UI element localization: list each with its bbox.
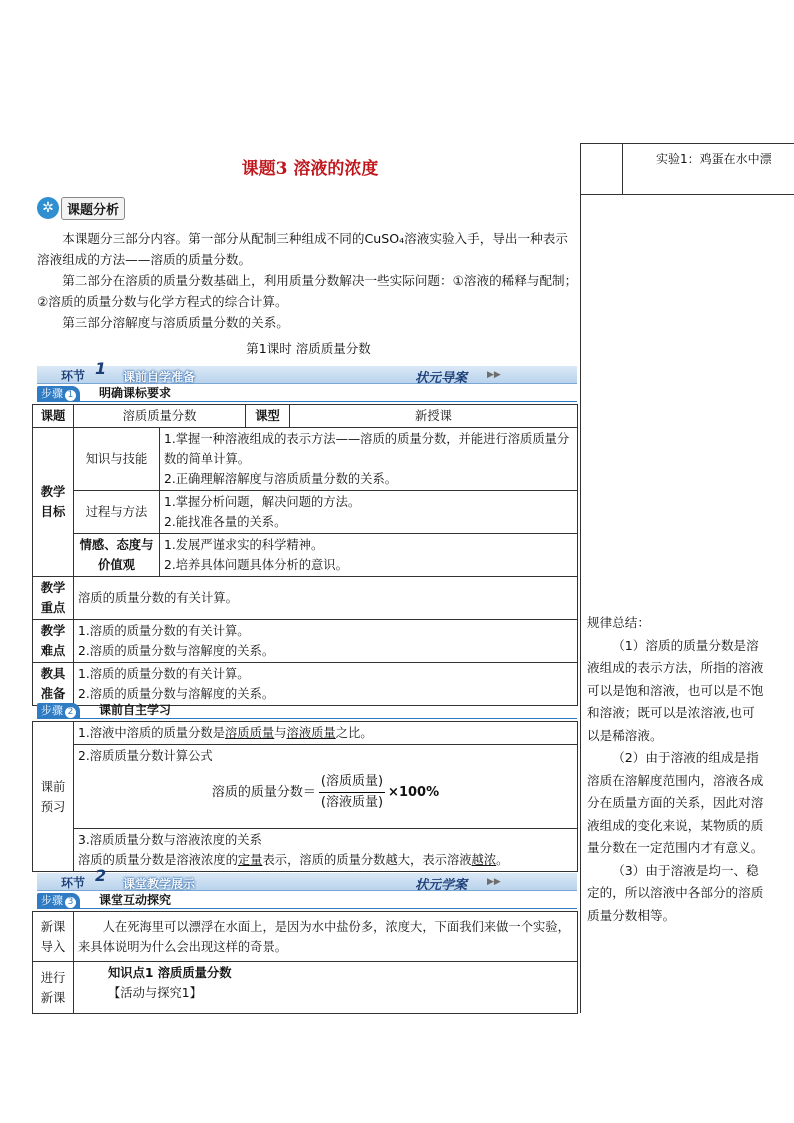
knowledge-point: 知识点1 溶质质量分数 (108, 966, 232, 980)
lesson-title: 第1课时 溶质质量分数 (246, 341, 371, 356)
formula: 溶质的质量分数＝ $\frac{\text{(溶质质量)}}{\text{(溶液质量)}}$ ×100% (211, 774, 440, 810)
intro-paragraph-3: 第三部分溶解度与溶质质量分数的关系。 (62, 315, 289, 330)
section-badge-label: 课题分析 (61, 197, 125, 220)
preview-row-2: 2.溶质质量分数计算公式 溶质的质量分数＝ $\frac{\text{(溶质质量)}}{\text{(溶液质量)}}$ ×100% (74, 745, 578, 829)
step-label: 步骤 2 (37, 703, 80, 718)
preview-row-3: 3.溶质质量分数与溶液浓度的关系 溶质的质量分数是溶液浓度的定量表示，溶质的质量分数越大，表示溶液越浓。 (74, 829, 578, 872)
goals-label: 教学目标 (33, 428, 74, 577)
step-title: 课堂互动探究 (99, 893, 172, 907)
section-band-2 (37, 866, 577, 893)
step-title: 课前自主学习 (99, 703, 172, 717)
band-env-label: 环节 (61, 369, 86, 383)
proceed-label: 进行新课 (33, 962, 74, 1014)
step-3-header (37, 893, 577, 909)
type-label: 课型 (246, 405, 290, 428)
difficulty-value: 1.溶质的质量分数的有关计算。 2.溶质的质量分数与溶解度的关系。 (74, 620, 578, 663)
summary-panel (587, 612, 767, 927)
band-number: 2 (95, 866, 107, 885)
step-label: 步骤 1 (37, 386, 80, 401)
band-title: 课前自学准备 (123, 370, 196, 384)
preview-label: 课前预习 (33, 722, 74, 872)
intro-text: 人在死海里可以漂浮在水面上，是因为水中盐份多，浓度大，下面我们来做一个实验，来具体说明为什么会出现这样的奇景。 (74, 912, 578, 962)
band-right-label: 状元学案 (415, 878, 468, 893)
side-divider (580, 143, 581, 1013)
goal-cat-emotion: 情感、态度与价值观 (74, 534, 160, 577)
proceed-content (74, 962, 578, 1014)
step-title: 明确课标要求 (99, 386, 172, 400)
summary-head: 规律总结： (587, 615, 650, 630)
goal-cat-process: 过程与方法 (74, 491, 160, 534)
topic-label: 课题 (33, 405, 74, 428)
tools-label: 教具准备 (33, 663, 74, 706)
double-arrow-icon: ▶▶ (487, 877, 501, 887)
page-title: 课题3 溶液的浓度 (241, 159, 379, 179)
section-band-1 (37, 359, 577, 386)
intro-paragraph-1: 本课题分三部分内容。第一部分从配制三种组成不同的CuSO₄溶液实验入手，导出一种表示溶液组成的方法——溶质的质量分数。 (37, 231, 568, 267)
goal-items-emotion: 1.发展严谨求实的科学精神。 2.培养具体问题具体分析的意识。 (160, 534, 578, 577)
step-2-header (37, 703, 577, 719)
difficulty-label: 教学难点 (33, 620, 74, 663)
side-top-text: 实验1：鸡蛋在水中漂 (656, 152, 772, 166)
band-env-label: 环节 (61, 876, 86, 890)
tools-value: 1.溶质的质量分数的有关计算。 2.溶质的质量分数与溶解度的关系。 (74, 663, 578, 706)
band-title: 课堂教学展示 (123, 877, 196, 891)
side-top-box (580, 143, 794, 195)
summary-item-1: （1）溶质的质量分数是溶液组成的表示方法，所指的溶液可以是饱和溶液，也可以是不饱和溶液；既可以是浓溶液,也可以是稀溶液。 (587, 637, 764, 743)
summary-item-2: （2）由于溶液的组成是指溶质在溶解度范围内，溶液各成分在质量方面的关系，因此对溶液组成的变化来说，某物质的质量分数在一定范围内才有意义。 (587, 750, 764, 855)
type-value: 新授课 (290, 405, 578, 428)
gear-icon: ✲ (37, 197, 59, 219)
goal-cat-knowledge: 知识与技能 (74, 428, 160, 491)
double-arrow-icon: ▶▶ (487, 370, 501, 380)
step-label: 步骤 3 (37, 893, 80, 908)
goal-items-knowledge: 1.掌握一种溶液组成的表示方法——溶质的质量分数，并能进行溶质质量分数的简单计算。 2.正确理解溶解度与溶质质量分数的关系。 (160, 428, 578, 491)
topic-value: 溶质质量分数 (74, 405, 246, 428)
step-1-header (37, 386, 577, 402)
objectives-table (32, 404, 578, 706)
activity-label: 【活动与探究1】 (108, 986, 202, 1000)
classroom-table (32, 911, 578, 1014)
band-number: 1 (95, 359, 107, 378)
section-badge (37, 197, 125, 219)
focus-label: 教学重点 (33, 577, 74, 620)
summary-item-3: （3）由于溶液是均一、稳定的，所以溶液中各部分的溶质质量分数相等。 (587, 862, 764, 923)
goal-items-process: 1.掌握分析问题，解决问题的方法。 2.能找准各量的关系。 (160, 491, 578, 534)
band-right-label: 状元导案 (415, 371, 468, 386)
intro-label: 新课导入 (33, 912, 74, 962)
preview-table (32, 721, 578, 872)
intro-paragraph-2: 第二部分在溶质的质量分数基础上，利用质量分数解决一些实际问题：①溶液的稀释与配制；②溶质的质量分数与化学方程式的综合计算。 (37, 273, 578, 309)
preview-row-1: 1.溶液中溶质的质量分数是溶质质量与溶液质量之比。 (74, 722, 578, 745)
focus-value: 溶质的质量分数的有关计算。 (74, 577, 578, 620)
